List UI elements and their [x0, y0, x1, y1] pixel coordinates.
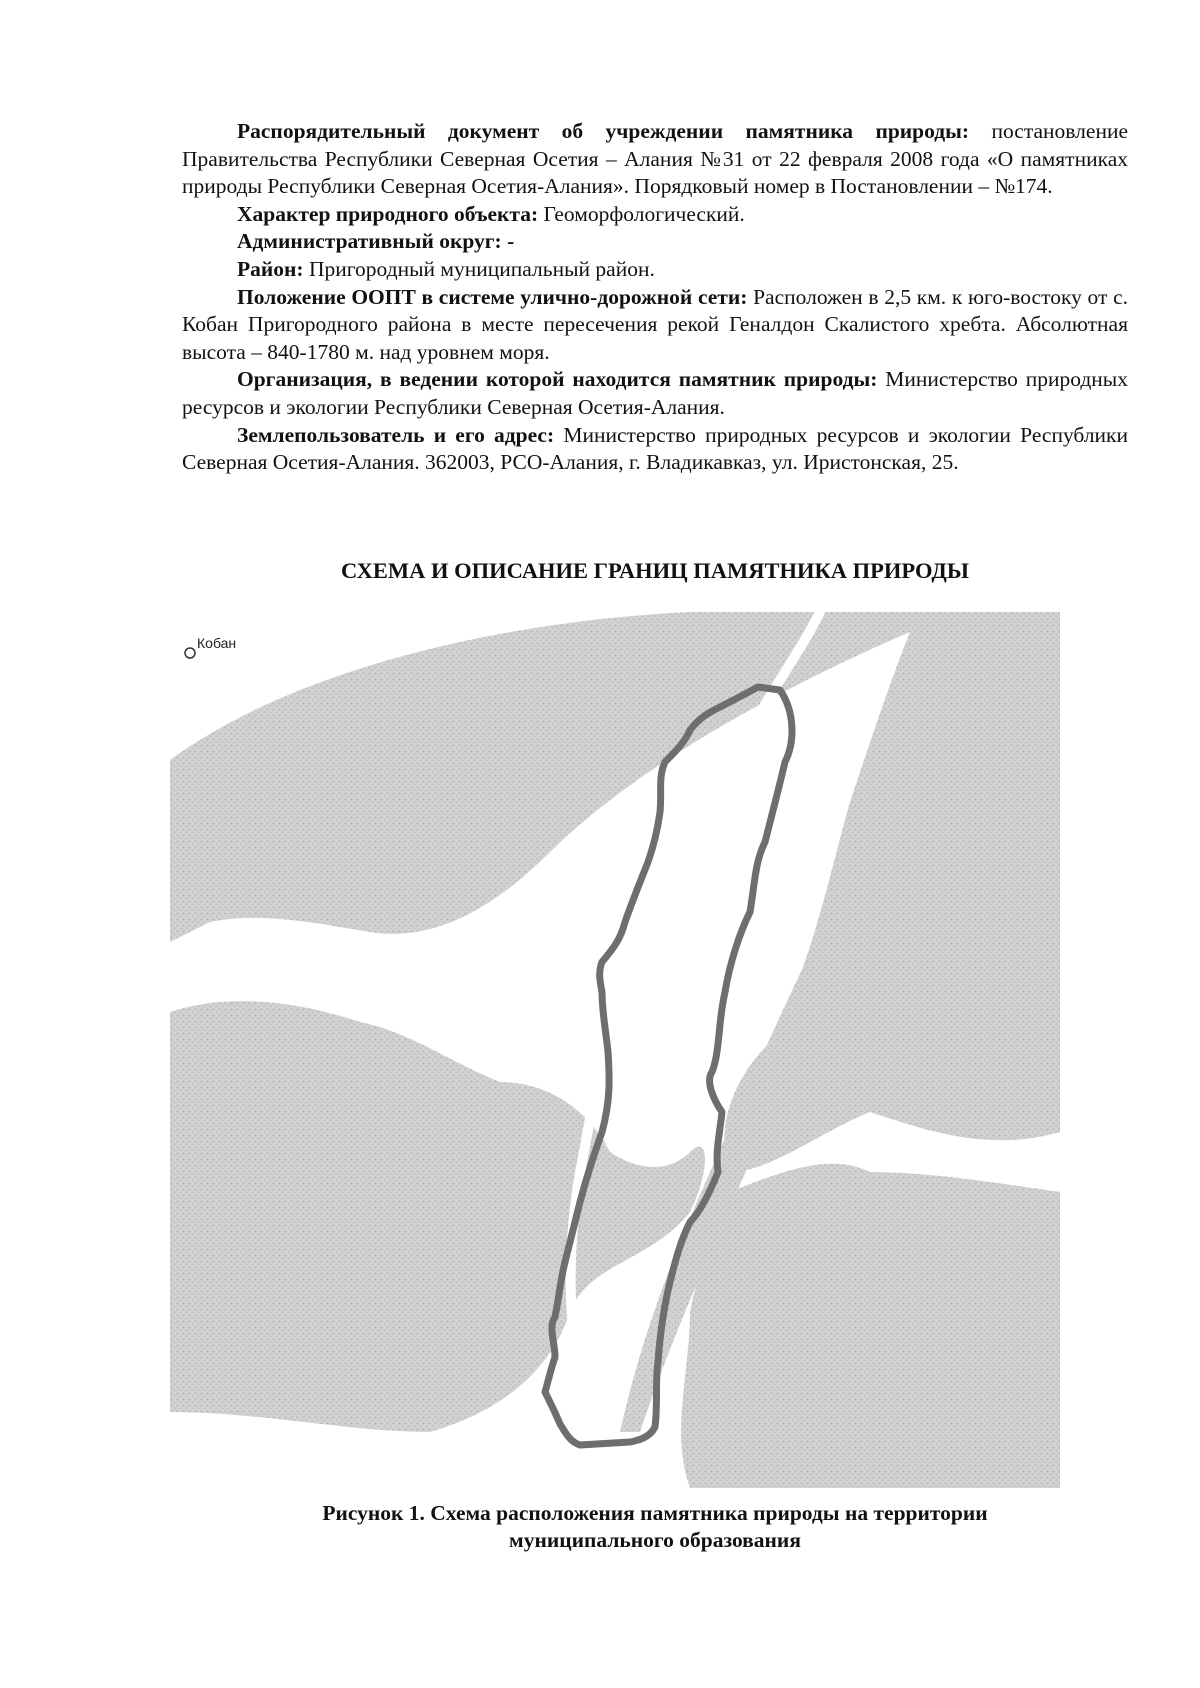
figure-caption [182, 1500, 1128, 1554]
caption-line-1: Рисунок 1. Схема расположения памятника природы на территории [322, 1501, 988, 1525]
paragraph-label: Землепользователь и его адрес: [237, 422, 555, 447]
paragraph-location [182, 284, 1128, 367]
paragraph-label: Район: [237, 256, 304, 281]
paragraph-decree [182, 118, 1128, 201]
paragraph-object-character [182, 201, 1128, 229]
paragraph-text: Министерство природных ресурсов и экологии Республики Северная Осетия-Алания. [182, 367, 1129, 419]
paragraph-text: постановление Правительства Республики Северная Осетия – Алания №31 от 22 февраля 2008 года «О памятниках природы Республики Северная Осетия-Алания». Порядковый номер в Постановлении – №174. [182, 119, 1128, 199]
boundary-map [170, 612, 1060, 1488]
terrain-south-area [170, 1001, 705, 1432]
paragraph-label: Положение ООПТ в системе улично-дорожной сети: [237, 284, 748, 309]
paragraph-land-user [182, 422, 1128, 477]
terrain-east-area [681, 1164, 1060, 1488]
paragraph-text: Пригородный муниципальный район. [303, 256, 655, 281]
paragraph-label: Характер природного объекта: [237, 201, 539, 226]
caption-line-2: муниципального образования [509, 1528, 801, 1552]
paragraph-text: Геоморфологический. [538, 201, 745, 226]
paragraph-admin-district [182, 228, 1128, 256]
village-label: Кобан [197, 635, 237, 651]
paragraph-label: Административный округ: - [237, 229, 515, 254]
paragraph-text: Министерство природных ресурсов и экологии Республики Северная Осетия-Алания. 362003, РСО-Алания, г. Владикавказ, ул. Иристонская, 25. [182, 422, 1129, 475]
paragraph-text: Расположен в 2,5 км. к юго-востоку от с. Кобан Пригородного района в месте пересечения рекой Геналдон Скалистого хребта. Абсолютная высота – 840-1780 м. над уровнем моря. [182, 284, 1128, 364]
description-text [182, 118, 1128, 477]
paragraph-label: Организация, в ведении которой находится памятник природы: [237, 367, 878, 392]
village-marker-icon [185, 648, 195, 658]
paragraph-district [182, 256, 1128, 284]
paragraph-organization [182, 366, 1128, 421]
paragraph-label: Распорядительный документ об учреждении памятника природы: [237, 119, 970, 143]
section-title: СХЕМА И ОПИСАНИЕ ГРАНИЦ ПАМЯТНИКА ПРИРОДЫ [341, 558, 969, 583]
